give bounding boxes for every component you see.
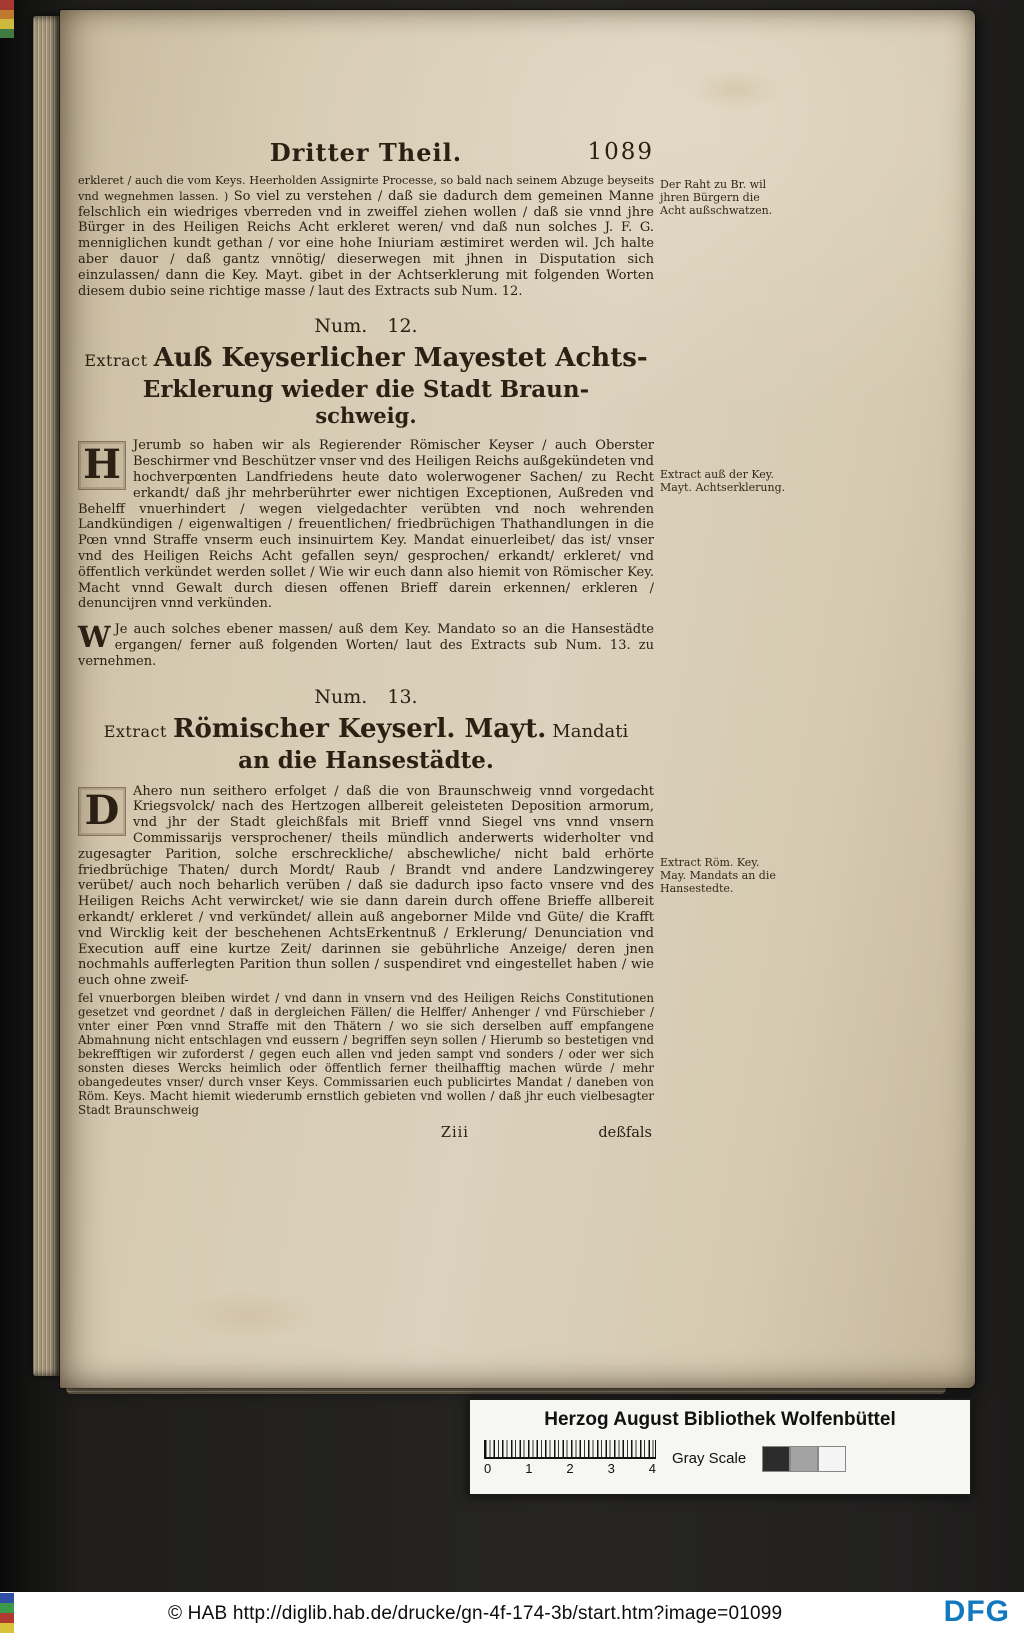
num12-heading-line3: schweig.	[315, 403, 417, 429]
num12-heading-main: Auß Keyserlicher Mayestet Achts-	[153, 343, 648, 374]
num13-heading-prefix: Extract	[103, 721, 167, 741]
calibration-color	[0, 1613, 14, 1623]
ruler-numbers	[484, 1461, 656, 1476]
calibration-color	[0, 19, 14, 29]
mandat-text: Ahero nun seithero erfolget / daß die von Braunschweig vnnd vorgedacht Kriegsvolck/ nach des Hertzogen allbereit geleisteten Deposition armorum, vnd jhr der Stadt gleichßfals mit Brieff vnnd Siegel vns vnnd vnsern Commissarijs versprochener/ theils mündlich anderwerts widerholter vnd zugesagter Parition, solche erschreckliche/ abschewliche/ nicht bald erhörte friedbrüchige Thaten/ durch Mordt/ Raub / Brandt vnd andere Landzwingerey verübet/ auch noch beharlich verüben / daß sie dadurch ipso facto vnsere vnd des Heiligen Reichs Acht verwircket/ wie sie dann darein durch offene Brieffe allbereit erkandt/ erkleret / vnd verkündet/ allein auß angeborner Milde vnd Güte/ die Krafft vnd Wircklig keit der beschehenen AchtsErkentnuß / Erklerung/ Denunciation vnd Execution auff eine kurtze Zeit/ darinnen sie gebührliche Anzeige/ deren jnen nochmahls aufferlegten Parition thun sollen / suspendiret vnd eingestellet haben / wie euch ohne zweif-	[78, 783, 654, 989]
drop-cap-d: D	[78, 787, 126, 836]
calibration-strip-top	[0, 0, 14, 38]
label-scale-row	[484, 1440, 970, 1476]
paragraph-transition	[78, 622, 654, 669]
margin-note-raht: Der Raht zu Br. wil jhren Bürgern die Acht außschwatzen.	[660, 178, 773, 217]
calibration-strip-bottom	[0, 1593, 14, 1633]
catchword: deßfals	[598, 1124, 652, 1141]
page-header	[78, 138, 654, 167]
book-page-edges	[33, 16, 60, 1376]
ruler-number: 4	[648, 1461, 656, 1476]
text-column	[78, 173, 654, 1147]
transition-text: Je auch solches ebener massen/ auß dem Key. Mandato so an die Hansestädte ergangen/ ferner auß folgenden Worten/ laut des Extracts sub Num. 13. zu vernehmen.	[78, 622, 654, 669]
calibration-color	[0, 0, 14, 10]
num12-heading-line1	[78, 343, 654, 376]
achtserklerung-text: Jerumb so haben wir als Regierender Römischer Keyser / auch Oberster Beschirmer vnd Beschützer vnser vnd des Heiligen Reichs außgekündeten vnd hochverpœnten Landfriedens heute dato wolerwogener Sachen/ zu Recht erkandt/ daß jhr mehrberührter ewer nichtigen Exceptionen, Außreden vnd Behelff vnuerhindert / wegen vielgedachter verübten vnd noch wehrenden Landkündigen / eigenwaltigen / freuentlichen/ friedbrüchigen Thathandlungen in die Pœn vnnd Straffe vnserm euch insinuirtem Key. Mandat einuerleibet/ das ist/ vnser vnd des Heiligen Reichs Acht gefallen seyn/ gesprochen/ erkandt/ erkleret/ vnd öffentlich verkündet werden sollet / Wie wir euch dann also hiemit von Römischer Key. Macht vnnd Gewalt durch diesen offenen Brieff darein erkennen/ erkleren / denuncijren vnnd verkünden.	[78, 438, 654, 612]
num12-heading-prefix: Extract	[84, 351, 148, 371]
signature-row	[78, 1125, 654, 1147]
ruler-number: 2	[566, 1461, 574, 1476]
drop-cap-h: H	[78, 441, 126, 490]
gray-scale-label: Gray Scale	[672, 1450, 747, 1467]
signature-mark: Ziii	[440, 1124, 469, 1141]
ruler-number: 3	[607, 1461, 615, 1476]
calibration-color	[0, 29, 14, 39]
num13-heading-suffix: Mandati	[552, 720, 629, 742]
calibration-color	[0, 10, 14, 20]
gray-scale-square-light	[818, 1446, 846, 1472]
gray-scale-square-dark	[762, 1446, 790, 1472]
ruler-ticks	[484, 1440, 656, 1459]
copyright-url: © HAB http://diglib.hab.de/drucke/gn-4f-174-3b/start.htm?image=01099	[168, 1603, 783, 1624]
library-label	[468, 1398, 972, 1496]
num13-heading	[78, 714, 654, 774]
paper-stain	[180, 1290, 320, 1340]
paragraph-mandat-small: fel vnuerborgen bleiben wirdet / vnd dann in vnsern vnd des Heiligen Reichs Constitutionen gesetzet vnd geordnet / daß in dergleichen Fällen/ die Helffer/ Anhenger / vnd Fürschieber / vnter einer Pœn vnnd Straffe mit den Thätern / wo sie sich derselben auff empfangene Abmahnung nicht entschlagen vnd eussern / begriffen seyn sollen / Hierumb so bestetigen vnd bekrefftigen wir zuforderst / gegen euch allen vnd jeden sampt vnd sonders / oder wer sich sonsten dieses Wercks heimlich oder öffentlich ferner theilhafftig machen würde / mehr obangedeutes vnser/ durch vnser Keys. Commissarien euch publicirtes Mandat / daneben von Röm. Keys. Macht hiemit wiederumb ernstlich gebieten vnd wollen / daß jhr euch vielbesagter Stadt Braunschweig	[78, 990, 654, 1117]
gray-scale-square-mid	[790, 1446, 818, 1472]
book-page	[60, 10, 975, 1388]
dfg-logo: DFG	[943, 1595, 1010, 1628]
calibration-color	[0, 1593, 14, 1603]
margin-note-mandat: Extract Röm. Key. May. Mandats an die Hansestedte.	[660, 856, 776, 895]
intro-text: So viel zu verstehen / daß sie dadurch dem gemeinen Manne felschlich ein wiedriges vberreden vnd in zweiffel ziehen wollen / daß sie vnnd jhre Bürger in des Heiligen Reichs Acht erkleret weren/ vnd daß nun solches J. F. G. menniglichen kundt gethan / vor eine hohe Iniuriam æstimiret werden wil. Jch halte aber dauor / daß gantz vnnötig/ dieserwegen mit jhnen in Disputation sich einzulassen/ dann die Key. Mayt. gibet in der Achtserklerung mit folgenden Worten diesem dubio seine richtige masse / laut des Extracts sub Num. 12.	[78, 188, 654, 299]
num12-label: Num. 12.	[314, 315, 418, 338]
intro-lead-small: erkleret / auch die vom Keys. Heerholden Assignirte Processe, so bald nach seinem Abzuge beyseits vnd wegnehmen lassen. )	[78, 174, 654, 203]
num13-heading-main: Römischer Keyserl. Mayt.	[172, 713, 547, 744]
calibration-color	[0, 1603, 14, 1613]
calibration-color	[0, 1623, 14, 1633]
num12-heading	[78, 343, 654, 428]
gray-scale-patches	[762, 1446, 846, 1472]
footer-bar	[0, 1592, 1024, 1637]
page-number: 1089	[587, 139, 654, 165]
margin-note-achtserklerung: Extract auß der Key. Mayt. Achtserklerung.	[660, 468, 786, 494]
paragraph-intro	[78, 173, 654, 299]
initial-w: W	[78, 620, 111, 655]
num13-label: Num. 13.	[314, 685, 418, 708]
ruler	[484, 1440, 656, 1476]
num13-heading-line2: an die Hansestädte.	[238, 746, 494, 774]
num12-heading-line2: Erklerung wieder die Stadt Braun-	[142, 376, 590, 404]
paragraph-mandat	[78, 784, 654, 989]
paragraph-achtserklerung	[78, 438, 654, 612]
num13-heading-line1	[78, 714, 654, 747]
ruler-number: 0	[484, 1461, 492, 1476]
ruler-number: 1	[525, 1461, 533, 1476]
paper-stain	[690, 70, 780, 110]
library-name: Herzog August Bibliothek Wolfenbüttel	[544, 1409, 896, 1430]
running-title: Dritter Theil.	[269, 138, 463, 167]
